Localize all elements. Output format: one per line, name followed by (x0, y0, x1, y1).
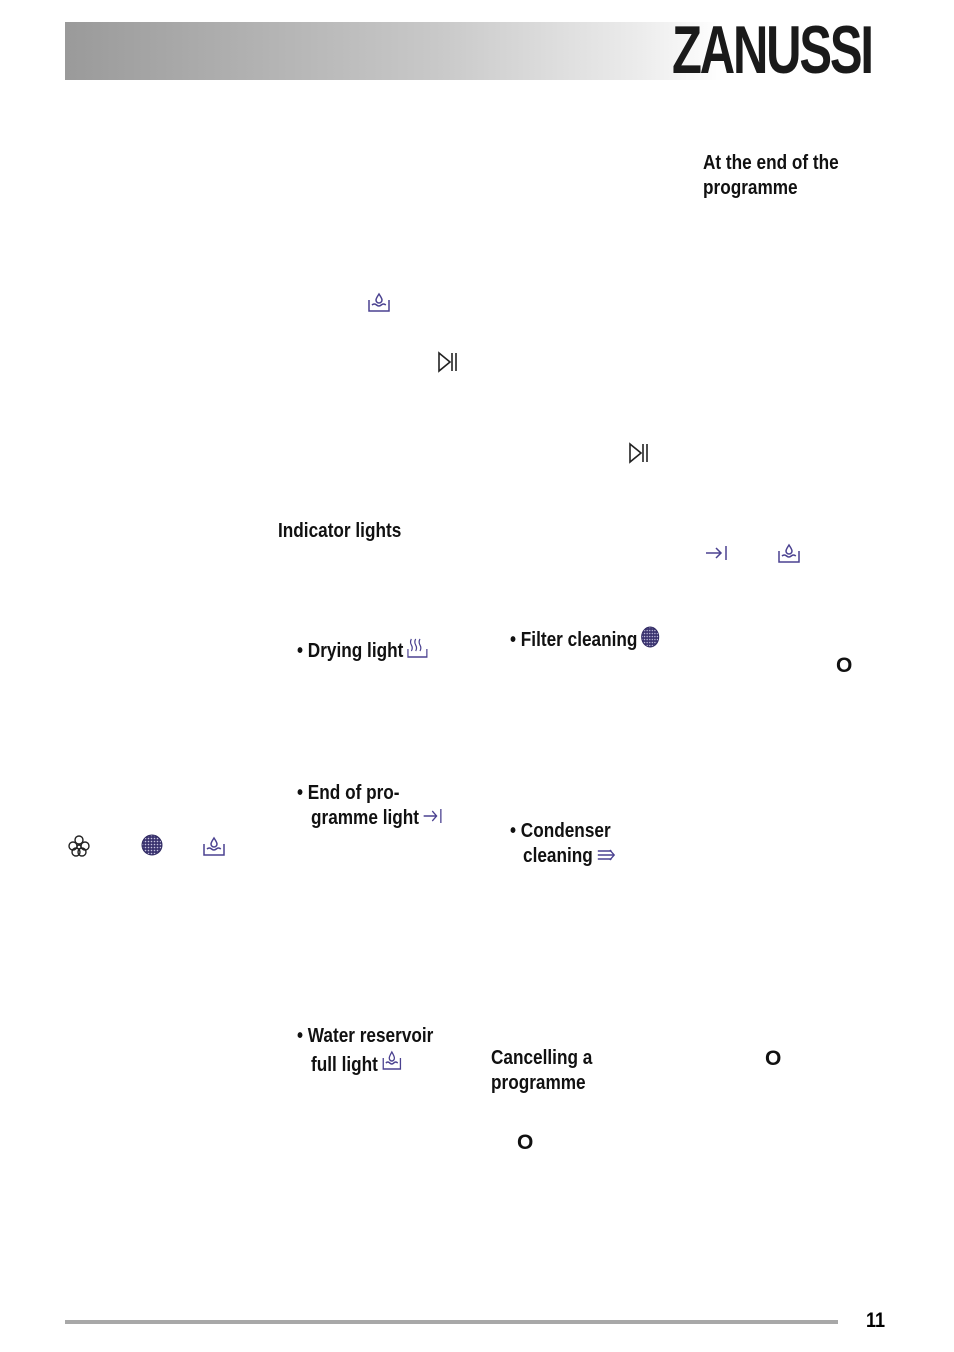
indicator-condenser-1: • Condenser (510, 820, 611, 842)
water-reservoir-icon (202, 835, 226, 859)
drying-icon (407, 637, 428, 666)
heading-indicator-lights: Indicator lights (278, 520, 402, 542)
end-of-programme-icon (705, 543, 729, 563)
indicator-drying-light: • Drying light (297, 637, 427, 666)
heading-end-of-programme-2: programme (703, 177, 798, 199)
filter-icon (141, 834, 163, 856)
flower-icon (67, 834, 91, 858)
off-symbol: O (517, 1131, 534, 1154)
off-symbol: O (836, 654, 853, 677)
start-pause-icon (628, 441, 650, 465)
heading-end-of-programme-1: At the end of the (703, 152, 839, 174)
indicator-end-of-programme-1: • End of pro- (297, 782, 400, 804)
indicator-condenser-2: cleaning (523, 844, 617, 871)
indicator-water-reservoir-2: full light (311, 1049, 402, 1080)
indicator-end-of-programme-2: gramme light (311, 806, 443, 833)
filter-icon (641, 626, 660, 655)
water-reservoir-icon (367, 291, 391, 315)
indicator-water-reservoir-1: • Water reservoir (297, 1025, 434, 1047)
footer-rule (65, 1320, 838, 1324)
water-reservoir-icon (381, 1049, 402, 1080)
end-of-programme-icon (422, 806, 443, 833)
condenser-icon (596, 846, 617, 871)
indicator-filter-cleaning: • Filter cleaning (510, 626, 660, 655)
page-number: 11 (866, 1309, 886, 1332)
start-pause-icon (437, 350, 459, 374)
heading-cancelling-2: programme (491, 1072, 586, 1094)
water-reservoir-icon (777, 542, 801, 566)
heading-cancelling-1: Cancelling a (491, 1047, 593, 1069)
off-symbol: O (765, 1047, 782, 1070)
brand-logo: ZANUSSI (672, 12, 872, 88)
